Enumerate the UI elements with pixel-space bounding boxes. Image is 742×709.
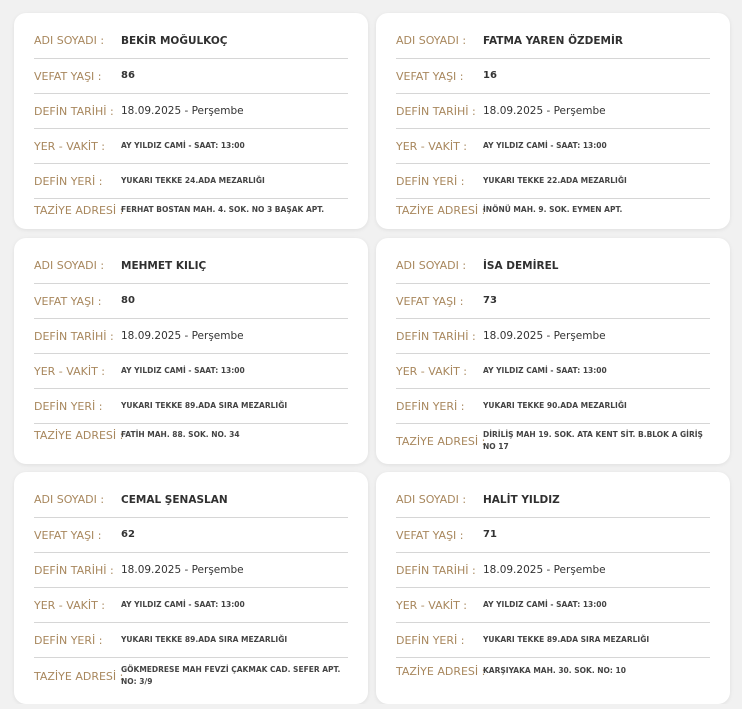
name-row bbox=[34, 248, 348, 284]
age-row bbox=[396, 284, 710, 319]
age-label: VEFAT YAŞI : bbox=[34, 528, 102, 542]
burial-date-value: 18.09.2025 - Perşembe bbox=[121, 564, 244, 576]
age-label: VEFAT YAŞI : bbox=[34, 69, 102, 83]
condolence-row bbox=[34, 199, 348, 221]
burial-place-value: YUKARI TEKKE 90.ADA MEZARLIĞI bbox=[483, 401, 627, 410]
burial-place-row bbox=[34, 164, 348, 199]
condolence-label: TAZİYE ADRESİ : bbox=[34, 428, 124, 442]
age-row bbox=[396, 59, 710, 94]
deceased-name: HALİT YILDIZ bbox=[483, 493, 560, 506]
place-time-row bbox=[34, 588, 348, 623]
burial-place-label: DEFİN YERİ : bbox=[396, 633, 465, 647]
place-time-value: AY YILDIZ CAMİ - SAAT: 13:00 bbox=[121, 600, 245, 609]
burial-date-label: DEFİN TARİHİ : bbox=[396, 329, 476, 343]
age-label: VEFAT YAŞI : bbox=[396, 528, 464, 542]
burial-date-value: 18.09.2025 - Perşembe bbox=[121, 105, 244, 117]
name-label: ADI SOYADI : bbox=[34, 34, 105, 47]
burial-date-row bbox=[396, 319, 710, 354]
burial-place-value: YUKARI TEKKE 24.ADA MEZARLIĞI bbox=[121, 176, 265, 185]
condolence-label: TAZİYE ADRESİ : bbox=[396, 203, 486, 217]
place-time-value: AY YILDIZ CAMİ - SAAT: 13:00 bbox=[483, 141, 607, 150]
burial-place-label: DEFİN YERİ : bbox=[34, 633, 103, 647]
age-row bbox=[396, 518, 710, 553]
condolence-label: TAZİYE ADRESİ : bbox=[396, 664, 486, 678]
condolence-label: TAZİYE ADRESİ : bbox=[396, 434, 486, 448]
burial-date-row bbox=[34, 319, 348, 354]
obituary-card bbox=[14, 238, 368, 464]
condolence-value: KARŞIYAKA MAH. 30. SOK. NO: 10 bbox=[483, 666, 626, 675]
place-time-label: YER - VAKİT : bbox=[34, 139, 106, 153]
condolence-label: TAZİYE ADRESİ : bbox=[34, 669, 124, 683]
condolence-value: FERHAT BOSTAN MAH. 4. SOK. NO 3 BAŞAK APT. bbox=[121, 205, 325, 214]
age-value: 86 bbox=[121, 70, 135, 81]
burial-date-label: DEFİN TARİHİ : bbox=[34, 329, 114, 343]
name-row bbox=[396, 482, 710, 518]
burial-date-value: 18.09.2025 - Perşembe bbox=[483, 564, 606, 576]
age-value: 80 bbox=[121, 295, 135, 306]
condolence-value: FATİH MAH. 88. SOK. NO. 34 bbox=[121, 430, 240, 439]
age-row bbox=[34, 59, 348, 94]
burial-place-row bbox=[34, 623, 348, 658]
burial-date-label: DEFİN TARİHİ : bbox=[34, 104, 114, 118]
burial-date-row bbox=[396, 94, 710, 129]
condolence-row bbox=[396, 424, 710, 458]
place-time-label: YER - VAKİT : bbox=[34, 598, 106, 612]
place-time-row bbox=[396, 588, 710, 623]
condolence-row bbox=[396, 199, 710, 221]
condolence-label: TAZİYE ADRESİ : bbox=[34, 203, 124, 217]
name-label: ADI SOYADI : bbox=[396, 259, 467, 272]
burial-place-value: YUKARI TEKKE 89.ADA SIRA MEZARLIĞI bbox=[121, 401, 288, 410]
burial-place-label: DEFİN YERİ : bbox=[34, 174, 103, 188]
place-time-label: YER - VAKİT : bbox=[396, 598, 468, 612]
place-time-value: AY YILDIZ CAMİ - SAAT: 13:00 bbox=[121, 141, 245, 150]
burial-date-label: DEFİN TARİHİ : bbox=[396, 104, 476, 118]
condolence-value: DİRİLİŞ MAH 19. SOK. ATA KENT SİT. B.BLOK A GİRİŞ NO 17 bbox=[483, 430, 703, 451]
burial-place-row bbox=[34, 389, 348, 424]
name-label: ADI SOYADI : bbox=[396, 493, 467, 506]
name-row bbox=[396, 23, 710, 59]
burial-date-row bbox=[34, 553, 348, 588]
deceased-name: FATMA YAREN ÖZDEMİR bbox=[483, 34, 623, 47]
burial-place-row bbox=[396, 623, 710, 658]
name-row bbox=[34, 482, 348, 518]
age-value: 73 bbox=[483, 295, 497, 306]
burial-date-label: DEFİN TARİHİ : bbox=[34, 563, 114, 577]
age-label: VEFAT YAŞI : bbox=[34, 294, 102, 308]
obituary-card bbox=[14, 472, 368, 704]
age-label: VEFAT YAŞI : bbox=[396, 294, 464, 308]
age-value: 16 bbox=[483, 70, 497, 81]
place-time-row bbox=[34, 354, 348, 389]
name-label: ADI SOYADI : bbox=[396, 34, 467, 47]
place-time-row bbox=[34, 129, 348, 164]
obituary-card bbox=[376, 472, 730, 704]
condolence-row bbox=[34, 424, 348, 446]
age-row bbox=[34, 518, 348, 553]
burial-place-row bbox=[396, 389, 710, 424]
obituary-card bbox=[376, 13, 730, 229]
place-time-label: YER - VAKİT : bbox=[396, 139, 468, 153]
condolence-value: GÖKMEDRESE MAH FEVZİ ÇAKMAK CAD. SEFER APT. NO: 3/9 bbox=[121, 665, 341, 686]
burial-date-label: DEFİN TARİHİ : bbox=[396, 563, 476, 577]
place-time-row bbox=[396, 129, 710, 164]
burial-date-value: 18.09.2025 - Perşembe bbox=[483, 105, 606, 117]
name-label: ADI SOYADI : bbox=[34, 493, 105, 506]
place-time-value: AY YILDIZ CAMİ - SAAT: 13:00 bbox=[483, 600, 607, 609]
age-row bbox=[34, 284, 348, 319]
condolence-value: İNÖNÜ MAH. 9. SOK. EYMEN APT. bbox=[483, 205, 623, 214]
burial-date-value: 18.09.2025 - Perşembe bbox=[121, 330, 244, 342]
place-time-row bbox=[396, 354, 710, 389]
burial-place-label: DEFİN YERİ : bbox=[396, 399, 465, 413]
burial-place-label: DEFİN YERİ : bbox=[34, 399, 103, 413]
burial-place-value: YUKARI TEKKE 89.ADA SIRA MEZARLIĞI bbox=[121, 635, 288, 644]
place-time-label: YER - VAKİT : bbox=[396, 364, 468, 378]
deceased-name: İSA DEMİREL bbox=[483, 259, 559, 272]
burial-place-label: DEFİN YERİ : bbox=[396, 174, 465, 188]
burial-date-value: 18.09.2025 - Perşembe bbox=[483, 330, 606, 342]
condolence-row bbox=[34, 658, 348, 694]
burial-place-value: YUKARI TEKKE 22.ADA MEZARLIĞI bbox=[483, 176, 627, 185]
condolence-row bbox=[396, 658, 710, 684]
age-value: 62 bbox=[121, 529, 135, 540]
burial-date-row bbox=[396, 553, 710, 588]
name-row bbox=[34, 23, 348, 59]
age-label: VEFAT YAŞI : bbox=[396, 69, 464, 83]
burial-date-row bbox=[34, 94, 348, 129]
obituary-card bbox=[14, 13, 368, 229]
place-time-value: AY YILDIZ CAMİ - SAAT: 13:00 bbox=[483, 366, 607, 375]
burial-place-row bbox=[396, 164, 710, 199]
name-row bbox=[396, 248, 710, 284]
obituary-card bbox=[376, 238, 730, 464]
deceased-name: BEKİR MOĞULKOÇ bbox=[121, 34, 228, 47]
page-bottom-edge bbox=[0, 704, 742, 709]
name-label: ADI SOYADI : bbox=[34, 259, 105, 272]
place-time-value: AY YILDIZ CAMİ - SAAT: 13:00 bbox=[121, 366, 245, 375]
place-time-label: YER - VAKİT : bbox=[34, 364, 106, 378]
deceased-name: MEHMET KILIÇ bbox=[121, 259, 207, 272]
age-value: 71 bbox=[483, 529, 497, 540]
burial-place-value: YUKARI TEKKE 89.ADA SIRA MEZARLIĞI bbox=[483, 635, 650, 644]
deceased-name: CEMAL ŞENASLAN bbox=[121, 493, 228, 506]
